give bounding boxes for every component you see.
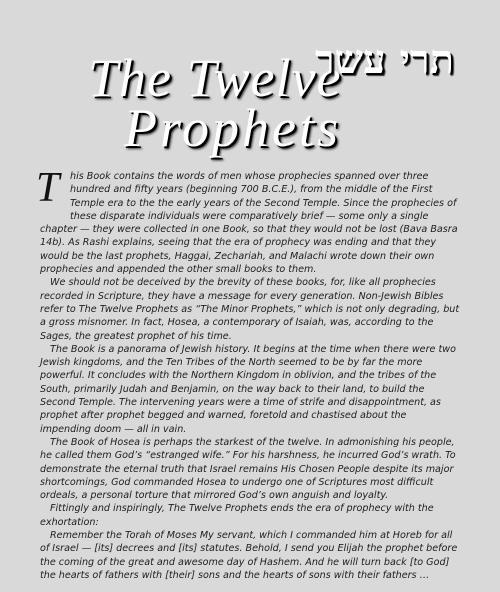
body-text xyxy=(36,165,460,582)
title-line-2: Prophets xyxy=(124,98,341,158)
paragraph-1 xyxy=(36,165,460,276)
title-block xyxy=(0,0,500,158)
paragraph-4: The Book of Hosea is perhaps the starkest of the twelve. In admonishing his people, he called them God’s “estranged wife.” For his harshness, he incurred God’s wrath. To demonstrate the eternal truth that Israel remains His Chosen People despite its major shortcomings, God commanded Hosea to undergo one of Scriptures most difficult ordeals, a personal torture that mirrored God’s own anguish and loyalty. xyxy=(40,436,456,502)
paragraph-6-quote: Remember the Torah of Moses My servant, which I commanded him at Horeb for all of Israel — [its] decrees and [its] statutes. Behold, I send you Elijah the prophet before the coming of the great and awesome day of Hashem. And he will turn back [to God] the hearts of fathers with [their] sons and the hearts of sons with their fathers … xyxy=(40,530,458,581)
paragraph-5: Fittingly and inspiringly, The Twelve Prophets ends the era of prophecy with the exhortation: xyxy=(40,503,434,528)
paragraph-3: The Book is a panorama of Jewish history. It begins at the time when there were two Jewish kingdoms, and the Ten Tribes of the North seemed to be by far the more powerful. It concludes with the Northern Kingdom in oblivion, and the tribes of the South, primarily Judah and Benjamin, on the way back to their land, to build the Second Temple. The intervening years were a time of strife and disappointment, as prophet after prophet begged and warned, foretold and chastised about the impending doom — all in vain. xyxy=(40,343,456,435)
paragraph-2: We should not be deceived by the brevity of these books, for, like all prophecies recorded in Scripture, they have a message for every generation. Non-Jewish Bibles refer to The Twelve Prophets as “The Minor Prophets,” which is not only degrading, but a gross misnomer. In fact, Hosea, a contemporary of Isaiah, was, according to the Sages, the greatest prophet of his time. xyxy=(40,277,460,342)
title-hebrew: תרי עשר xyxy=(315,36,455,83)
title-line-1: The Twelve xyxy=(88,48,342,108)
drop-cap: T xyxy=(36,165,60,211)
paragraph-1-text: his Book contains the words of men whose prophecies spanned over three hundred and fifty years (beginning 700 B.C.E.), from the middle of the First Temple era to the the early years of the Second Temple. Since the prophecies of these disparate individuals were comparatively brief — some only a single chapter — they were collected in one Book, so that they would not be lost (Bava Basra 14b). As Rashi explains, seeing that the era of prophecy was ending and that they would be the last prophets, Haggai, Zechariah, and Malachi wrote down their own prophecies and appended the other small books to them. xyxy=(40,171,458,276)
